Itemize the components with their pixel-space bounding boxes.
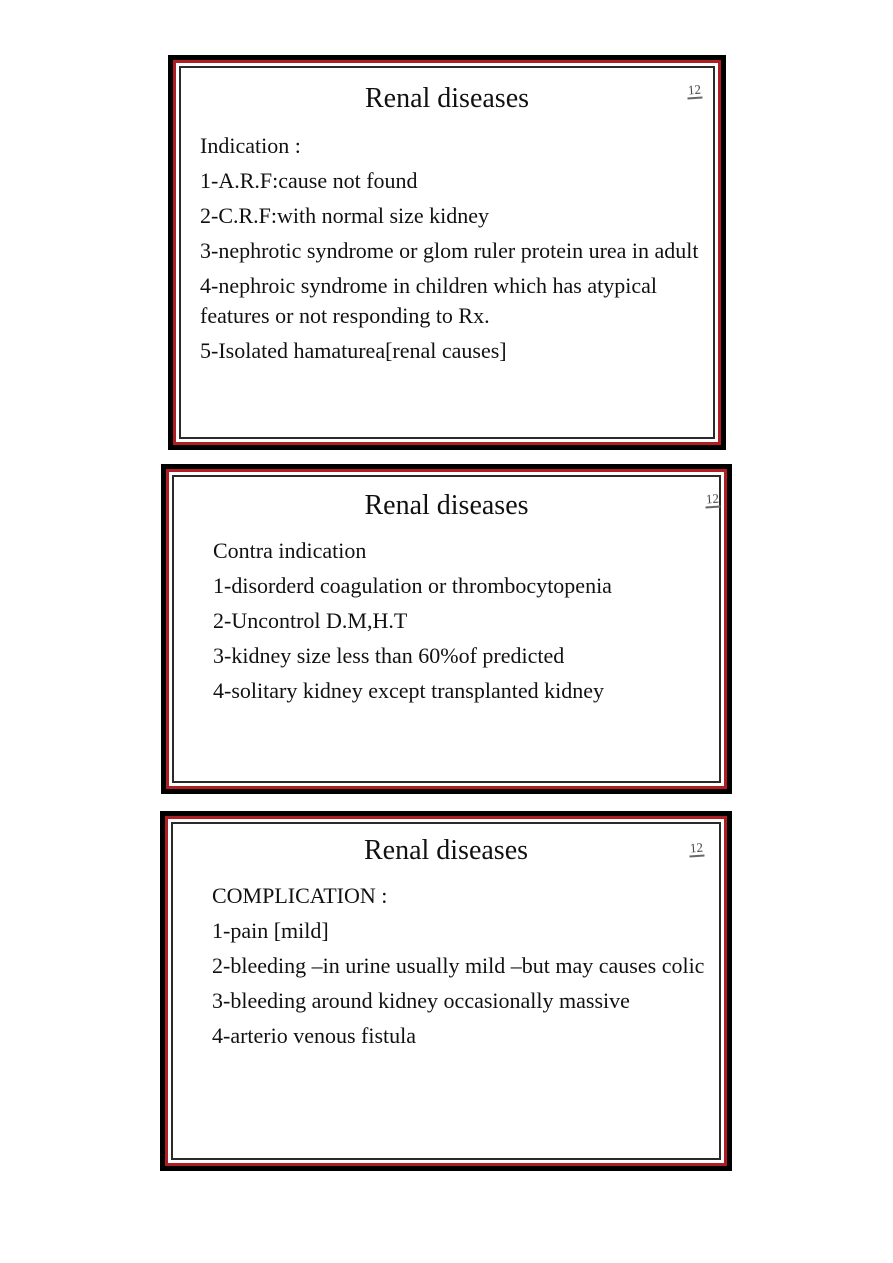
list-item: 3-bleeding around kidney occasionally massive [212, 988, 630, 1013]
slide-title: Renal diseases [364, 83, 530, 114]
slide-contra-indication [161, 464, 732, 794]
list-item: 2-Uncontrol D.M,H.T [213, 608, 408, 633]
list-item: 1-A.R.F:cause not found [200, 168, 418, 193]
slide-title: Renal diseases [364, 490, 529, 521]
page-number-mark: 12 [704, 491, 720, 508]
list-item: 1-pain [mild] [212, 918, 329, 943]
list-item: 4-solitary kidney except transplanted kidney [213, 678, 604, 703]
slide-body [200, 131, 710, 371]
slide-heading: Contra indication [213, 538, 367, 563]
list-item: 2-bleeding –in urine usually mild –but may causes colic [212, 953, 705, 978]
slide-title: Renal diseases [363, 835, 529, 866]
list-item: 2-C.R.F:with normal size kidney [200, 203, 490, 228]
list-item: 1-disorderd coagulation or thrombocytopenia [213, 573, 612, 598]
slide-heading: Indication : [200, 133, 301, 158]
list-item: 3-nephrotic syndrome or glom ruler protein urea in adult [200, 238, 699, 263]
slide-body [212, 881, 712, 1056]
slide-heading: COMPLICATION : [212, 883, 388, 908]
list-item: 5-Isolated hamaturea[renal causes] [200, 338, 507, 363]
slide-body [213, 536, 723, 711]
slide-indication [168, 55, 726, 450]
page-number-mark: 12 [688, 840, 704, 857]
list-item: 3-kidney size less than 60%of predicted [213, 643, 565, 668]
page-number-mark: 12 [686, 82, 702, 99]
slide-frame [166, 469, 727, 789]
slide-frame [173, 60, 721, 445]
list-item: 4-nephroic syndrome in children which has atypical features or not responding to Rx. [200, 273, 657, 328]
list-item: 4-arterio venous fistula [212, 1023, 417, 1048]
slide-frame [165, 816, 727, 1166]
slide-complication [160, 811, 732, 1171]
